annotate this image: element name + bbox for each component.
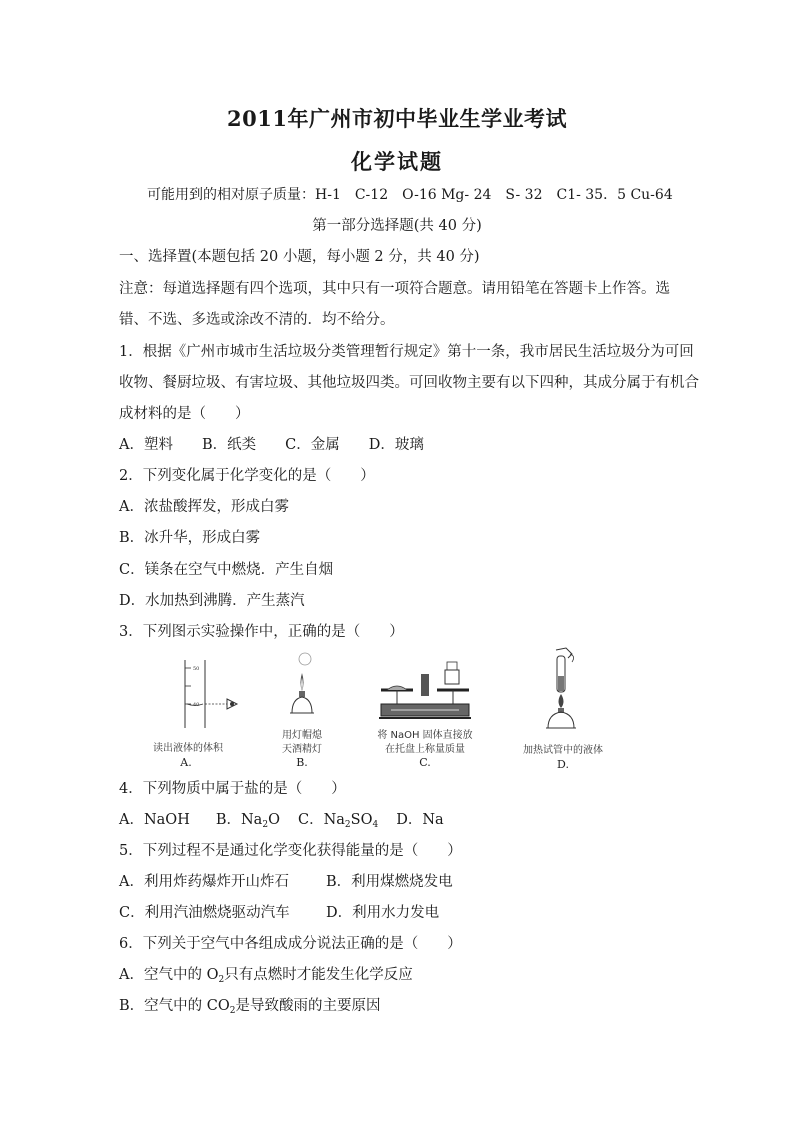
note-line-1: 注意：每道选择题有四个选项，其中只有一项符合题意。请用铅笔在答题卡上作答。选 bbox=[119, 281, 670, 297]
q4-stem: 4．下列物质中属于盐的是（ ） bbox=[119, 781, 346, 797]
fig-c-caption-2: 在托盘上称量质量 bbox=[385, 744, 465, 755]
balance-figure bbox=[377, 660, 473, 726]
q6-stem: 6．下列关于空气中各组成成分说法正确的是（ ） bbox=[119, 936, 462, 952]
q2-option-b: B．冰升华，形成白雾 bbox=[119, 530, 261, 546]
fig-a-caption: 读出液体的体积 bbox=[153, 743, 223, 754]
q5-option-d: D．利用水力发电 bbox=[326, 905, 440, 921]
q5-option-b: B．利用煤燃烧发电 bbox=[326, 874, 453, 890]
q6-option-b: B．空气中的 $CO_2$是导致酸雨的主要原因 bbox=[119, 998, 381, 1016]
fig-d-letter: D. bbox=[557, 758, 569, 771]
fig-c-letter: C. bbox=[419, 756, 431, 769]
cylinder-scale-top: 50 bbox=[193, 666, 200, 672]
q4-option-c: C．$Na_2SO_4$ bbox=[297, 812, 379, 830]
q4-option-a: A．NaOH bbox=[119, 812, 190, 828]
section-heading: 一、选择置(本题包括 20 小题，每小题 2 分，共 40 分) bbox=[119, 249, 480, 265]
q4-option-b: B．$Na_2O$ bbox=[215, 812, 280, 830]
fig-b-letter: B. bbox=[296, 756, 308, 769]
cylinder-scale-bottom: 40 bbox=[193, 702, 200, 708]
q4-options bbox=[119, 811, 444, 829]
q2-option-c: C．镁条在空气中燃烧．产生自烟 bbox=[119, 562, 334, 578]
q5-stem: 5．下列过程不是通过化学变化获得能量的是（ ） bbox=[119, 843, 462, 859]
q5-option-a: A．利用炸药爆炸开山炸石 bbox=[119, 874, 289, 890]
fig-b-caption-2: 天酒精灯 bbox=[282, 744, 322, 755]
alcohol-lamp-figure bbox=[282, 651, 322, 726]
q1-line-2: 收物、餐厨垃圾、有害垃圾、其他垃圾四类。可回收物主要有以下四种，其成分属于有机合 bbox=[119, 375, 699, 391]
q5-option-c: C．利用汽油燃烧驱动汽车 bbox=[119, 905, 290, 921]
test-tube-heating-figure bbox=[538, 646, 588, 732]
q1-line-3: 成材料的是（ ） bbox=[119, 406, 250, 422]
q2-option-a: A．浓盐酸挥发，形成白雾 bbox=[119, 499, 289, 515]
fig-d-caption: 加热试管中的液体 bbox=[523, 745, 603, 756]
q1-options: A．塑料 B．纸类 C．金属 D．玻璃 bbox=[119, 437, 424, 453]
q4-option-d: D．Na bbox=[396, 812, 444, 828]
part-heading: 第一部分选择题(共 40 分) bbox=[312, 218, 482, 234]
fig-b-caption-1: 用灯帽熄 bbox=[282, 730, 322, 741]
fig-a-letter: A. bbox=[180, 756, 192, 769]
exam-title: 2011年广州市初中毕业生学业考试 bbox=[227, 106, 567, 131]
q3-stem: 3．下列图示实验操作中，正确的是（ ） bbox=[119, 624, 404, 640]
note-line-2: 错、不选、多选或涂改不清的．均不给分。 bbox=[119, 312, 395, 328]
atomic-masses: 可能用到的相对原子质量：H-1 C-12 O-16 Mg- 24 S- 32 C1- 35．5 Cu-64 bbox=[147, 187, 673, 203]
q2-stem: 2．下列变化属于化学变化的是（ ） bbox=[119, 468, 375, 484]
fig-c-caption-1: 将 NaOH 固体直接放 bbox=[377, 730, 473, 741]
q1-line-1: 1．根据《广州市城市生活垃圾分类管理暂行规定》第十一条，我市居民生活垃圾分为可回 bbox=[119, 344, 694, 360]
graduated-cylinder-figure bbox=[165, 658, 245, 738]
exam-subtitle: 化学试题 bbox=[351, 149, 443, 174]
q6-option-a: A．空气中的 $O_2$只有点燃时才能发生化学反应 bbox=[119, 967, 413, 985]
q2-option-d: D．水加热到沸腾．产生蒸汽 bbox=[119, 593, 305, 609]
